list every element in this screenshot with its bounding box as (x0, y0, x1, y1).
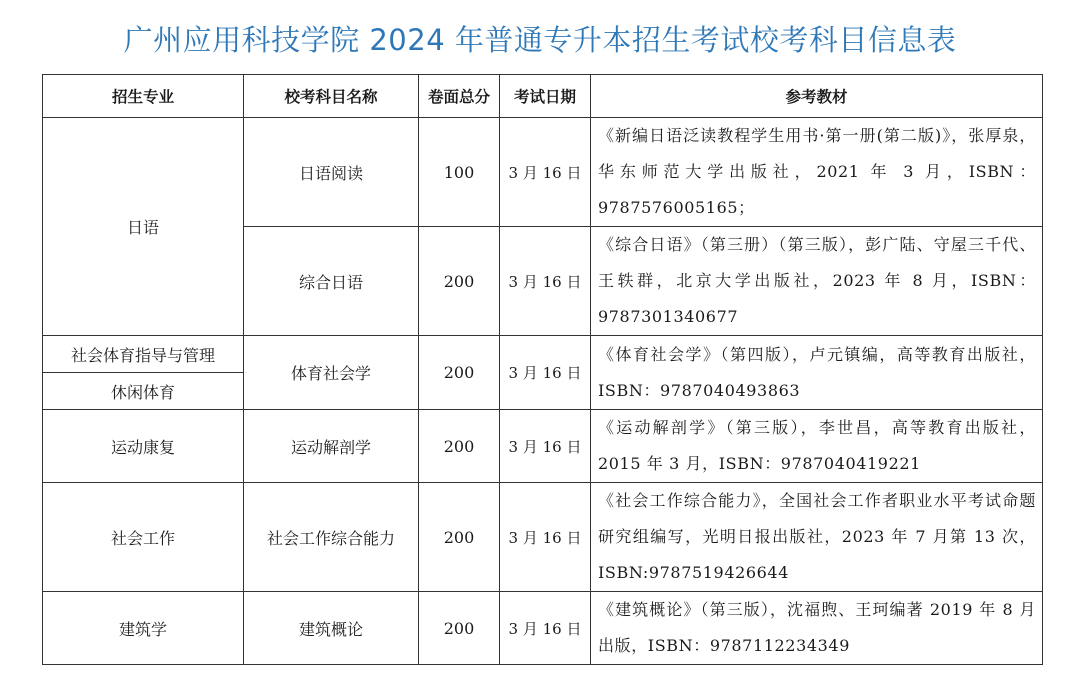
subject-cell: 建筑概论 (244, 592, 419, 665)
subject-cell: 运动解剖学 (244, 410, 419, 483)
major-cell: 日语 (43, 118, 244, 336)
score-cell: 200 (419, 336, 500, 410)
page-title: 广州应用科技学院 2024 年普通专升本招生考试校考科目信息表 (123, 23, 957, 57)
date-cell: 3 月 16 日 (500, 336, 591, 410)
header-major: 招生专业 (43, 75, 244, 118)
table-header-row (43, 75, 1043, 118)
table-row (43, 483, 1043, 592)
major-cell: 社会体育指导与管理 (43, 336, 244, 373)
date-cell: 3 月 16 日 (500, 483, 591, 592)
subject-cell: 体育社会学 (244, 336, 419, 410)
subject-cell: 日语阅读 (244, 118, 419, 227)
table-row (43, 410, 1043, 483)
date-cell: 3 月 16 日 (500, 227, 591, 336)
subject-cell: 综合日语 (244, 227, 419, 336)
table-row (43, 592, 1043, 665)
major-cell: 运动康复 (43, 410, 244, 483)
score-cell: 100 (419, 118, 500, 227)
reference-cell: 《体育社会学》（第四版），卢元镇编，高等教育出版社，ISBN：9787040493863 (591, 336, 1043, 410)
header-reference: 参考教材 (591, 75, 1043, 118)
score-cell: 200 (419, 592, 500, 665)
table-row (43, 336, 1043, 373)
score-cell: 200 (419, 483, 500, 592)
exam-subject-table (42, 74, 1043, 665)
major-cell: 社会工作 (43, 483, 244, 592)
reference-cell: 《新编日语泛读教程学生用书·第一册(第二版)》，张厚泉，华东师范大学出版社，2021 年 3 月，ISBN：9787576005165； (591, 118, 1043, 227)
header-score: 卷面总分 (419, 75, 500, 118)
table-row (43, 118, 1043, 227)
header-subject: 校考科目名称 (244, 75, 419, 118)
date-cell: 3 月 16 日 (500, 118, 591, 227)
score-cell: 200 (419, 410, 500, 483)
reference-cell: 《建筑概论》（第三版），沈福煦、王珂编著 2019 年 8 月出版，ISBN：9787112234349 (591, 592, 1043, 665)
reference-cell: 《综合日语》（第三册）（第三版），彭广陆、守屋三千代、王轶群，北京大学出版社，2023 年 8 月，ISBN：9787301340677 (591, 227, 1043, 336)
header-date: 考试日期 (500, 75, 591, 118)
reference-cell: 《社会工作综合能力》，全国社会工作者职业水平考试命题研究组编写，光明日报出版社，2023 年 7 月第 13 次，ISBN:9787519426644 (591, 483, 1043, 592)
major-cell: 建筑学 (43, 592, 244, 665)
date-cell: 3 月 16 日 (500, 592, 591, 665)
major-cell: 休闲体育 (43, 373, 244, 410)
date-cell: 3 月 16 日 (500, 410, 591, 483)
subject-cell: 社会工作综合能力 (244, 483, 419, 592)
score-cell: 200 (419, 227, 500, 336)
reference-cell: 《运动解剖学》（第三版），李世昌，高等教育出版社，2015 年 3 月，ISBN：9787040419221 (591, 410, 1043, 483)
